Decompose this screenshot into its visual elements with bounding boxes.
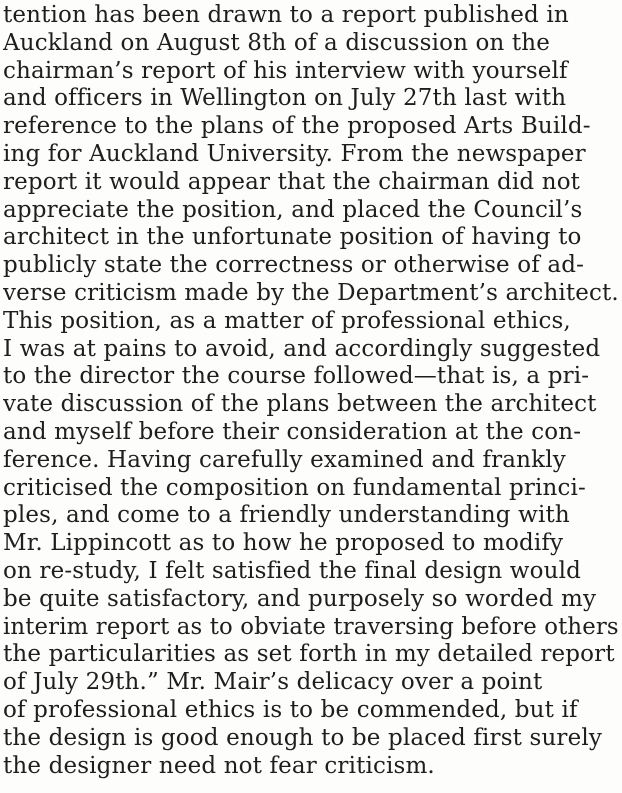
text-line: I was at pains to avoid, and accordingly suggested: [3, 335, 601, 362]
text-line: criticised the composition on fundamental princi-: [3, 474, 586, 501]
body-text: [3, 2, 622, 780]
text-line: verse criticism made by the Department’s architect.: [3, 279, 619, 306]
text-line: vate discussion of the plans between the architect: [3, 391, 597, 418]
text-line: Auckland on August 8th of a discussion on the: [3, 29, 551, 56]
text-line: the designer need not fear criticism.: [3, 752, 435, 779]
text-line: This position, as a matter of professional ethics,: [3, 307, 571, 334]
text-line: be quite satisfactory, and purposely so worded my: [3, 585, 597, 612]
text-line: reference to the plans of the proposed Arts Build-: [3, 113, 591, 140]
text-line: ples, and come to a friendly understanding with: [3, 502, 570, 529]
text-line: of professional ethics is to be commended, but if: [3, 696, 578, 723]
text-line: on re-study, I felt satisfied the final design would: [3, 557, 581, 584]
text-line: publicly state the correctness or otherwise of ad-: [3, 252, 585, 279]
text-line: to the director the course followed—that is, a pri-: [3, 363, 590, 390]
text-line: and officers in Wellington on July 27th last with: [3, 85, 567, 112]
text-line: tention has been drawn to a report published in: [3, 2, 569, 28]
text-line: the design is good enough to be placed first surely: [3, 724, 602, 751]
text-line: appreciate the position, and placed the Council’s: [3, 196, 583, 223]
text-line: the particularities as set forth in my detailed report: [3, 641, 615, 668]
text-line: Mr. Lippincott as to how he proposed to modify: [3, 530, 564, 557]
text-line: of July 29th.” Mr. Mair’s delicacy over a point: [3, 669, 543, 696]
text-line: chairman’s report of his interview with yourself: [3, 57, 568, 84]
text-line: ference. Having carefully examined and frankly: [3, 446, 566, 473]
text-line: report it would appear that the chairman did not: [3, 168, 581, 195]
text-line: architect in the unfortunate position of having to: [3, 224, 582, 251]
text-line: ing for Auckland University. From the newspaper: [3, 140, 586, 167]
text-line: and myself before their consideration at the con-: [3, 418, 582, 445]
text-line: interim report as to obviate traversing before others: [3, 613, 619, 640]
